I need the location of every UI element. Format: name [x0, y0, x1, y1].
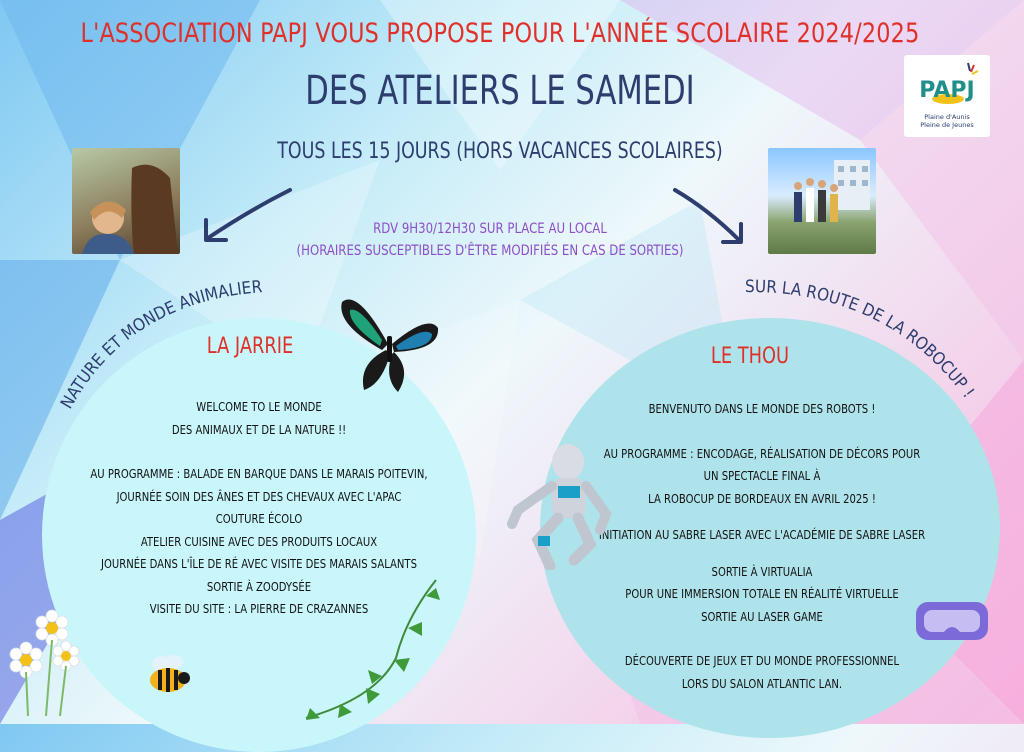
left-programme-item: JOURNÉE SOIN DES ÂNES ET DES CHEVAUX AVEC L'APAC — [116, 489, 402, 504]
butterfly-icon — [338, 294, 442, 394]
logo-tagline-2: Pleine de Jeunes — [920, 121, 974, 129]
left-programme-item: COUTURE ÉCOLO — [215, 512, 303, 526]
right-programme-line-1: AU PROGRAMME : ENCODAGE, RÉALISATION DE DÉCORS POUR — [603, 446, 921, 461]
daisy-flowers-icon — [6, 606, 86, 716]
right-programme-line-3: LA ROBOCUP DE BORDEAUX EN AVRIL 2025 ! — [648, 491, 876, 506]
left-welcome-line-2: DES ANIMAUX ET DE LA NATURE !! — [171, 422, 347, 437]
vr-headset-icon — [912, 594, 992, 648]
right-decouverte-line-2: LORS DU SALON ATLANTIC LAN. — [681, 676, 843, 691]
right-laser-line: SORTIE AU LASER GAME — [701, 609, 823, 624]
rdv-line-1: RDV 9H30/12H30 SUR PLACE AU LOCAL — [373, 221, 607, 237]
right-decouverte-line-1: DÉCOUVERTE DE JEUX ET DU MONDE PROFESSIONNEL — [624, 654, 900, 668]
left-welcome-line-1: WELCOME TO LE MONDE — [196, 400, 322, 414]
left-programme-item: VISITE DU SITE : LA PIERRE DE CRAZANNES — [149, 602, 369, 616]
rdv-line-2: (HORAIRES SUSCEPTIBLES D'ÊTRE MODIFIÉS EN CAS DE SORTIES) — [296, 243, 684, 259]
right-arc-label: SUR LA ROUTE DE LA ROBOCUP ! — [745, 276, 978, 402]
left-arc-label: NATURE ET MONDE ANIMALIER — [56, 277, 263, 413]
ivy-leaves-icon — [286, 578, 446, 724]
left-programme-item: ATELIER CUISINE AVEC DES PRODUITS LOCAUX — [140, 534, 378, 549]
bee-icon — [142, 650, 194, 698]
right-welcome: BENVENUTO DANS LE MONDE DES ROBOTS ! — [648, 402, 876, 416]
left-programme-item: SORTIE À ZOODYSÉE — [206, 579, 312, 594]
right-sabre-line: INITIATION AU SABRE LASER AVEC L'ACADÉMIE DE SABRE LASER — [598, 528, 926, 542]
header-main-title: DES ATELIERS LE SAMEDI — [305, 68, 695, 114]
right-programme-line-2: UN SPECTACLE FINAL À — [703, 469, 821, 483]
header-subtitle: TOUS LES 15 JOURS (HORS VACANCES SCOLAIRES) — [277, 139, 723, 164]
right-virtualia-line-1: SORTIE À VIRTUALIA — [711, 564, 813, 579]
left-circle-title: LA JARRIE — [206, 334, 294, 359]
robot-icon — [498, 440, 616, 570]
right-circle-title: LE THOU — [710, 344, 790, 369]
right-virtualia-line-2: POUR UNE IMMERSION TOTALE EN RÉALITÉ VIRTUELLE — [625, 587, 899, 601]
left-programme-item: AU PROGRAMME : BALADE EN BARQUE DANS LE MARAIS POITEVIN, — [90, 467, 428, 481]
logo-wordmark: PAPJ — [919, 78, 975, 103]
header-line-1: L'ASSOCIATION PAPJ VOUS PROPOSE POUR L'ANNÉE SCOLAIRE 2024/2025 — [80, 18, 920, 49]
logo-tagline-1: Plaine d'Aunis — [924, 113, 970, 121]
left-programme-item: JOURNÉE DANS L'ÎLE DE RÉ AVEC VISITE DES MARAIS SALANTS — [101, 557, 417, 571]
